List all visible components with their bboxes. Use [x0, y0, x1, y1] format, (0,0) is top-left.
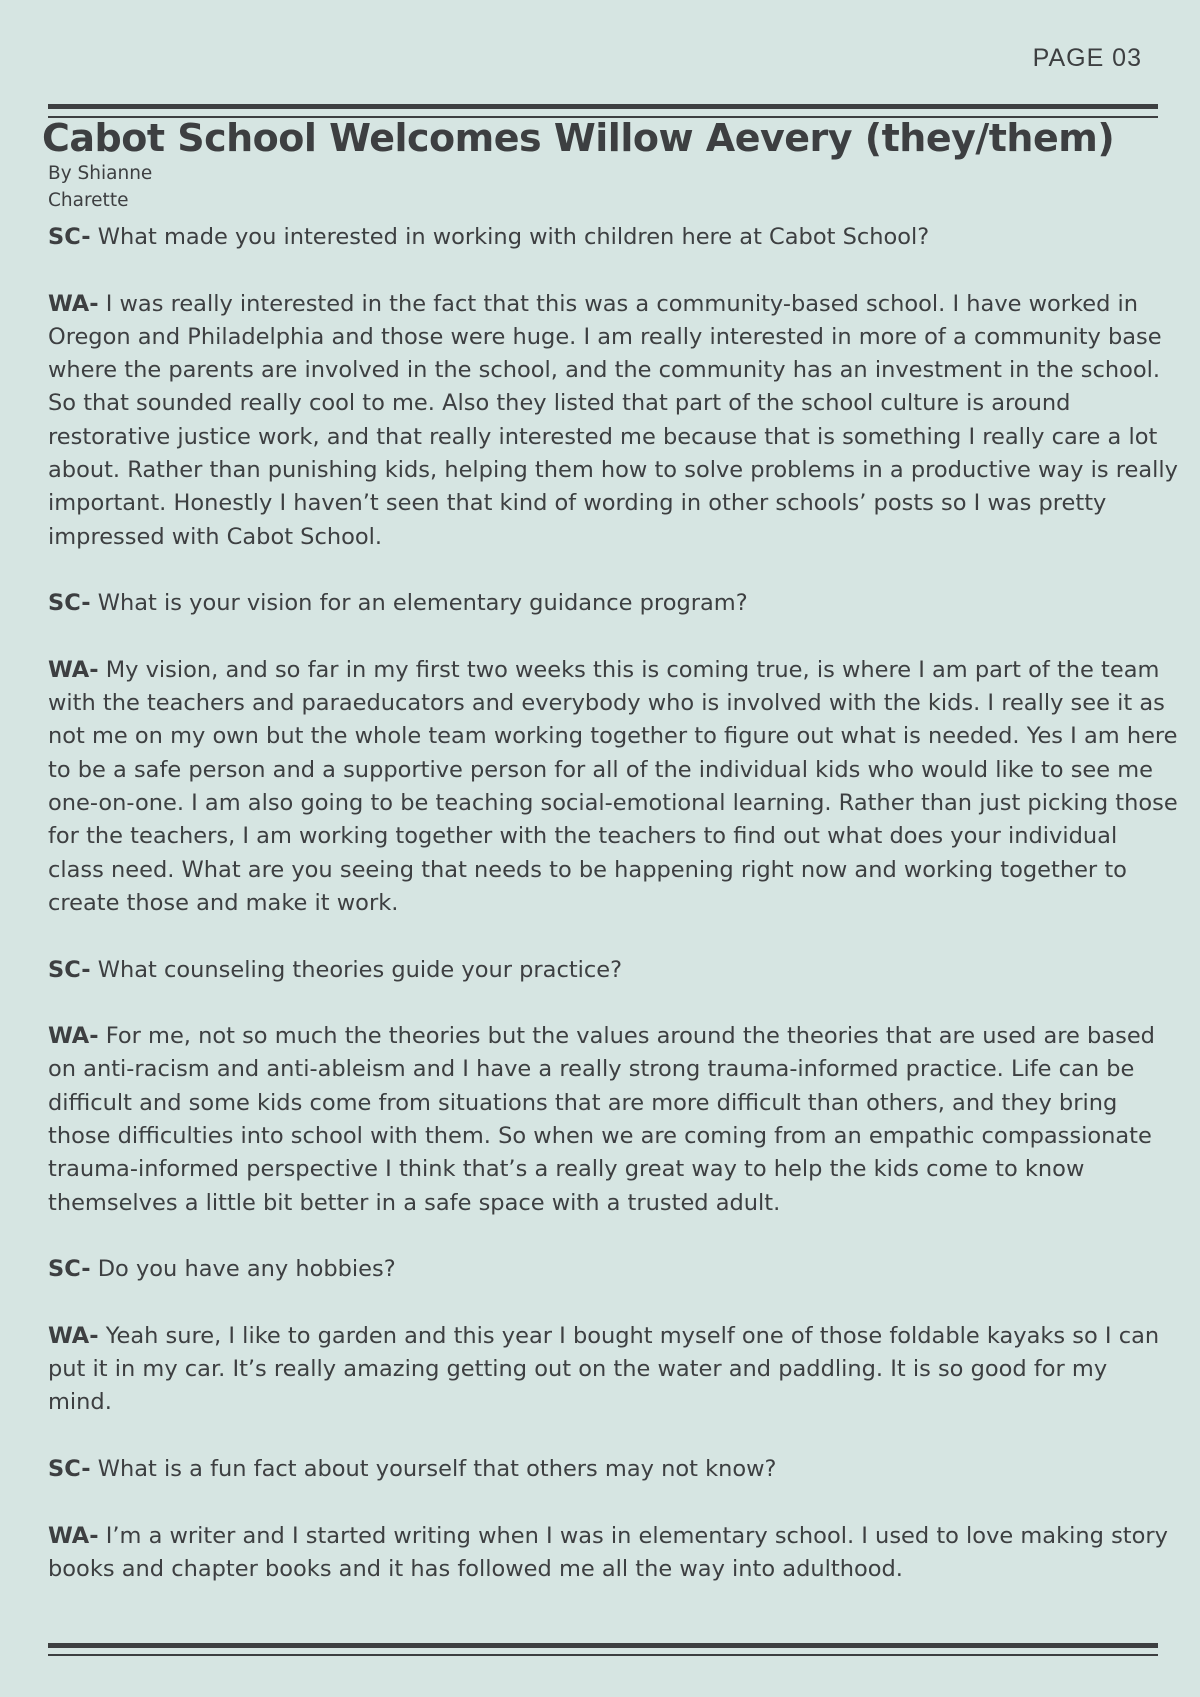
bottom-rule-thin	[48, 1654, 1158, 1656]
top-rule-thick	[48, 104, 1158, 109]
interview-answer	[48, 1020, 1178, 1220]
interview-answer	[48, 1520, 1178, 1587]
speaker-label: SC-	[48, 1455, 91, 1482]
answer-text: I’m a writer and I started writing when I was in elementary school. I used to love making story books and chapter books and it has followed me all the way into adulthood.	[48, 1522, 1168, 1582]
interview-question	[48, 587, 1178, 620]
interview-answer	[48, 1320, 1178, 1420]
page-number: PAGE 03	[1032, 44, 1142, 72]
speaker-label: WA-	[48, 656, 99, 683]
answer-text: Yeah sure, I like to garden and this year I bought myself one of those foldable kayaks so I can put it in my car. It’s really amazing getting out on the water and paddling. It is so good for my mind.	[48, 1322, 1160, 1416]
article-title: Cabot School Welcomes Willow Aevery (they/them)	[42, 116, 1115, 160]
article-byline: By Shianne Charette	[48, 163, 153, 211]
question-text: What is your vision for an elementary guidance program?	[90, 590, 748, 617]
interview-answer	[48, 654, 1178, 920]
answer-text: I was really interested in the fact that this was a community-based school. I have worked in Oregon and Philadelphia and those were huge. I am really interested in more of a community base where the parents are involved in the school, and the community has an investment in the school. So that sounded really cool to me. Also they listed that part of the school culture is around restorative justice work, and that really interested me because that is something I really care a lot about. Rather than punishing kids, helping them how to solve problems in a productive way is really important. Honestly I haven’t seen that kind of wording in other schools’ posts so I was pretty impressed with Cabot School.	[48, 290, 1178, 550]
question-text: What made you interested in working with children here at Cabot School?	[90, 224, 930, 250]
question-text: What is a fun fact about yourself that others may not know?	[90, 1455, 777, 1482]
interview-question	[48, 954, 1178, 987]
question-text: Do you have any hobbies?	[90, 1256, 396, 1283]
speaker-label: SC-	[48, 224, 91, 250]
speaker-label: SC-	[48, 956, 91, 983]
speaker-label: WA-	[48, 1522, 99, 1549]
speaker-label: WA-	[48, 1023, 99, 1050]
speaker-label: SC-	[48, 590, 91, 617]
interview-question	[48, 221, 1178, 254]
bottom-rule-thick	[48, 1643, 1158, 1648]
question-text: What counseling theories guide your practice?	[90, 956, 623, 983]
interview-body	[48, 221, 1178, 1619]
speaker-label: WA-	[48, 1322, 99, 1349]
speaker-label: WA-	[48, 290, 99, 317]
speaker-label: SC-	[48, 1256, 91, 1283]
interview-question	[48, 1453, 1178, 1486]
interview-answer	[48, 288, 1178, 554]
answer-text: My vision, and so far in my first two weeks this is coming true, is where I am part of the team with the teachers and paraeducators and everybody who is involved with the kids. I really see it as not me on my own but the whole team working together to figure out what is needed. Yes I am here to be a safe person and a supportive person for all of the individual kids who would like to see me one-on-one. I am also going to be teaching social-emotional learning. Rather than just picking those for the teachers, I am working together with the teachers to find out what does your individual class need. What are you seeing that needs to be happening right now and working together to create those and make it work.	[48, 656, 1178, 916]
interview-question	[48, 1253, 1178, 1286]
answer-text: For me, not so much the theories but the values around the theories that are used are based on anti-racism and anti-ableism and I have a really strong trauma-informed practice. Life can be difficult and some kids come from situations that are more difficult than others, and they bring those difficulties into school with them. So when we are coming from an empathic compassionate trauma-informed perspective I think that’s a really great way to help the kids come to know themselves a little bit better in a safe space with a trusted adult.	[48, 1023, 1155, 1216]
